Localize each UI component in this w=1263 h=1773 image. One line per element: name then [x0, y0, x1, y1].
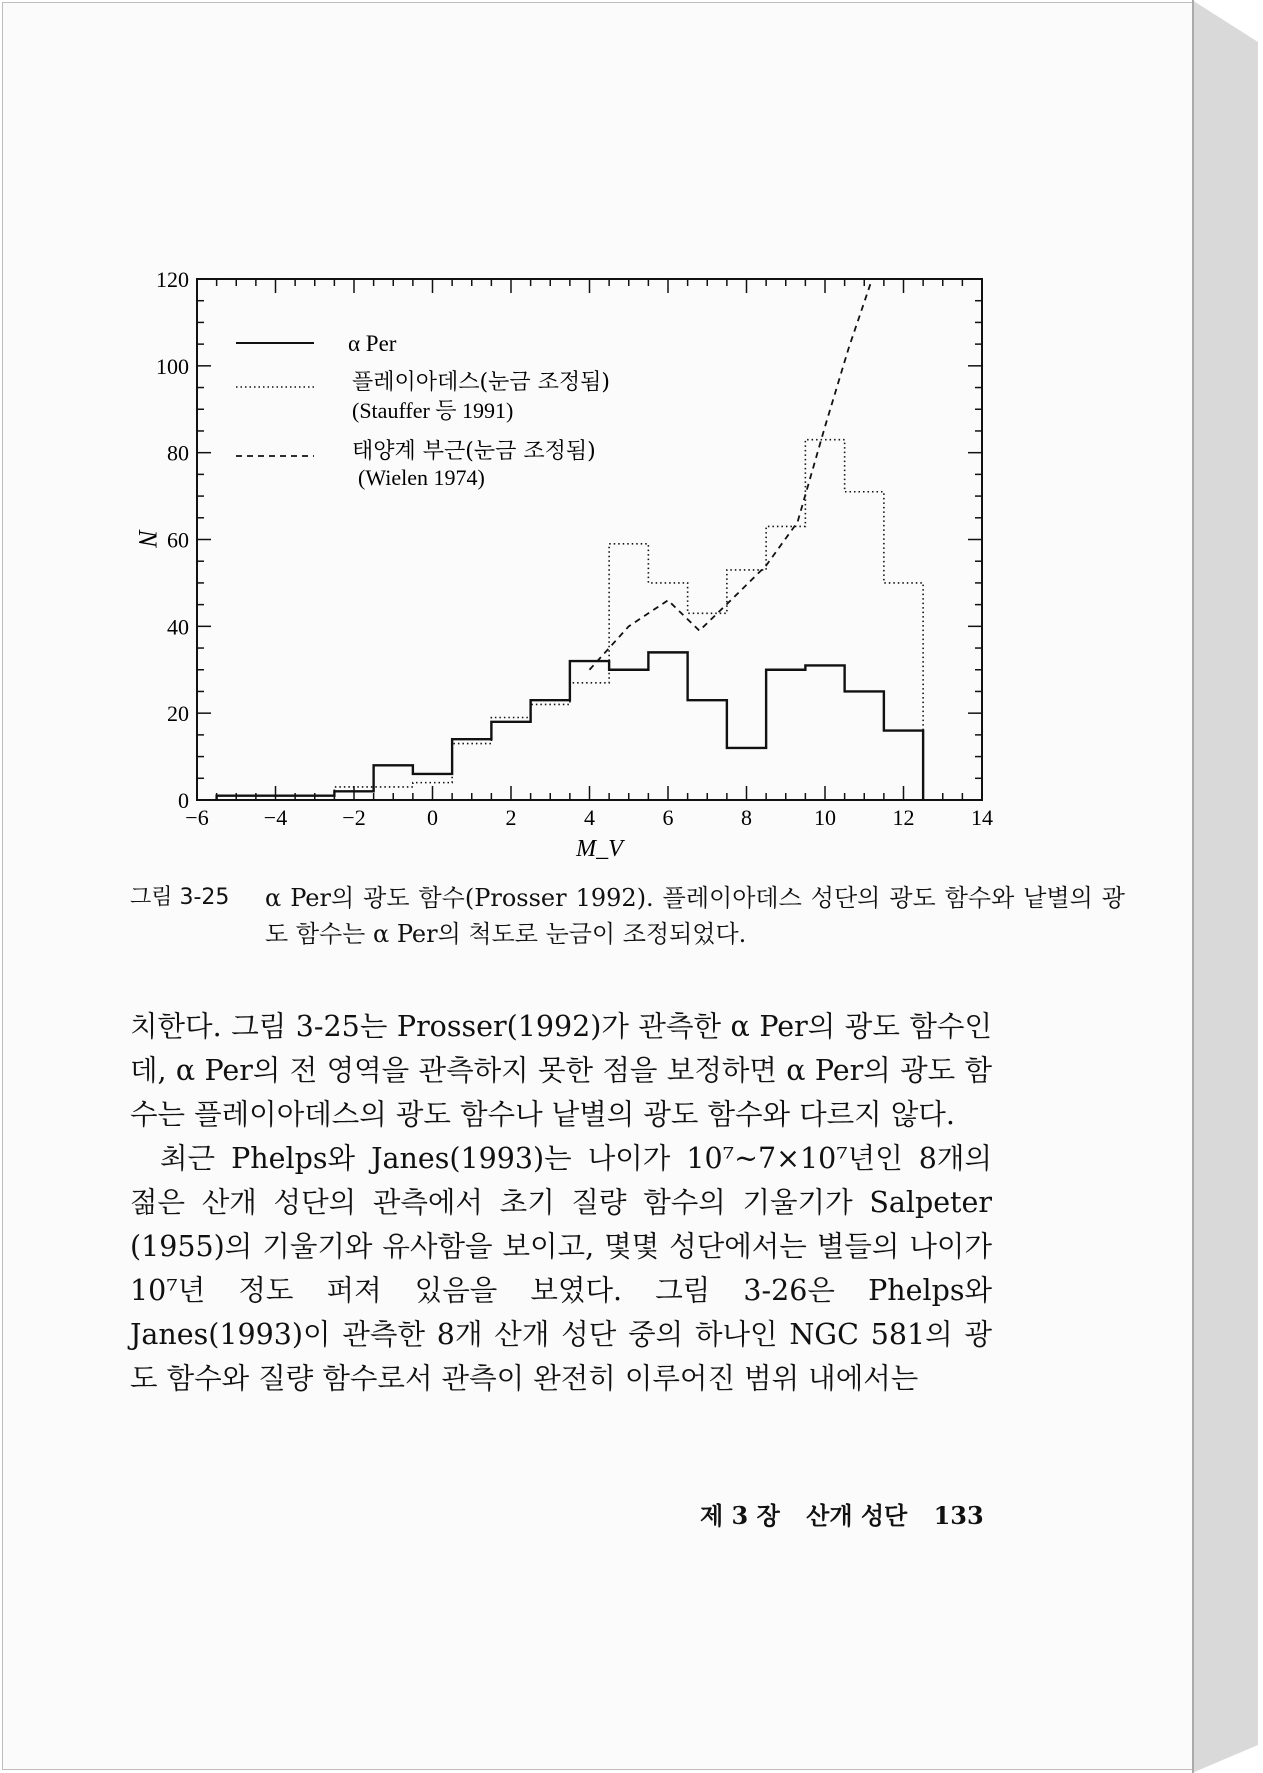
figure-caption-text: α Per의 광도 함수(Prosser 1992). 플레이아데스 성단의 광도 함수와 낱별의 광도 함수는 α Per의 척도로 눈금이 조정되었다. [265, 884, 1125, 948]
legend-label-solar-neighborhood-ref: (Wielen 1974) [358, 465, 485, 490]
x-tick-label: 0 [427, 805, 438, 830]
axis-ticks [197, 279, 982, 800]
footer-section: 산개 성단 [806, 1501, 908, 1530]
body-text [130, 1005, 992, 1401]
page-footer [700, 1496, 1000, 1531]
x-tick-label: −4 [263, 805, 288, 830]
y-tick-label: 40 [167, 614, 189, 640]
legend-label-solar-neighborhood: 태양계 부근(눈금 조정됨) [352, 439, 596, 464]
series-alpha-per [217, 652, 924, 800]
x-tick-labels [185, 805, 993, 830]
legend-label-pleiades-ref: (Stauffer 등 1991) [352, 398, 514, 423]
x-tick-label: 14 [971, 805, 993, 830]
figure-label: 그림 3-25 [130, 885, 230, 910]
x-tick-label: 6 [662, 805, 674, 830]
x-tick-label: 12 [892, 805, 915, 830]
chart-legend [236, 331, 610, 490]
x-tick-label: −2 [342, 805, 366, 830]
plot-frame [197, 279, 982, 800]
x-axis-label [575, 836, 625, 860]
luminosity-function-chart [0, 0, 1263, 860]
legend-label-pleiades: 플레이아데스(눈금 조정됨) [352, 370, 610, 395]
x-tick-label: 2 [505, 805, 517, 830]
legend-label-alpha-per: α Per [348, 331, 397, 356]
y-tick-label: 60 [167, 527, 189, 553]
x-axis-label-text: M_V [576, 836, 623, 860]
y-tick-label: 120 [156, 267, 189, 292]
x-tick-label: −6 [185, 805, 209, 830]
x-tick-label: 10 [814, 805, 836, 830]
y-axis-label: N [133, 529, 162, 547]
y-tick-label: 0 [178, 788, 189, 813]
y-tick-label: 80 [167, 440, 189, 466]
x-tick-label: 8 [741, 805, 752, 830]
y-tick-label: 20 [167, 701, 189, 727]
y-tick-label: 100 [156, 353, 189, 379]
series-solar-neighborhood [590, 279, 873, 670]
chart-series [217, 279, 924, 800]
footer-chapter: 제 3 장 [700, 1501, 780, 1530]
page-number: 133 [933, 1501, 984, 1530]
paragraph-1: 치한다. 그림 3-25는 Prosser(1992)가 관측한 α Per의 광도 함수인데, α Per의 전 영역을 관측하지 못한 점을 보정하면 α Per의 광도 함수는 플레이아데스의 광도 함수나 낱별의 광도 함수와 다르지 않다. [130, 1010, 992, 1131]
series-pleiades [334, 440, 923, 800]
paragraph-2: 최근 Phelps와 Janes(1993)는 나이가 10⁷~7×10⁷년인 8개의 젊은 산개 성단의 관측에서 초기 질량 함수의 기울기가 Salpeter (1955)의 기울기와 유사함을 보이고, 몇몇 성단에서는 별들의 나이가 10⁷년 정도 퍼져 있음을 보였다. 그림 3-26은 Phelps와 Janes(1993)이 관측한 8개 산개 성단 중의 하나인 NGC 581의 광도 함수와 질량 함수로서 관측이 완전히 이루어진 범위 내에서는 [130, 1142, 992, 1395]
x-tick-label: 4 [584, 805, 595, 830]
